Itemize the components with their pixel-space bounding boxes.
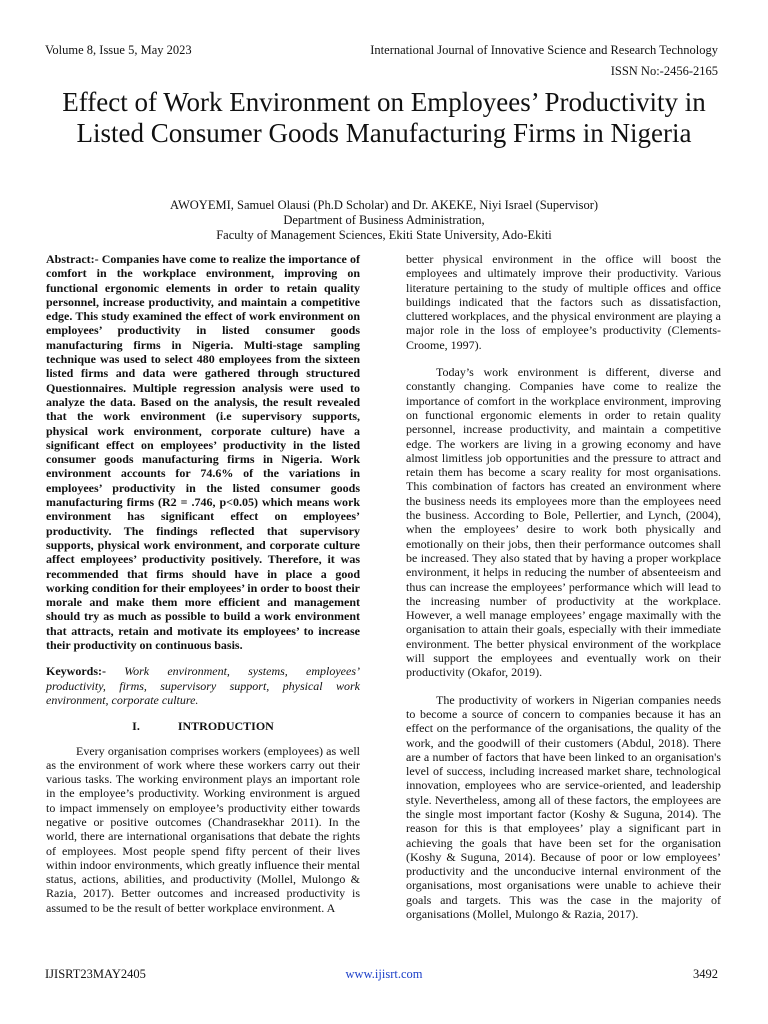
left-column <box>46 252 360 915</box>
intro-paragraph: Every organisation comprises workers (employees) as well as the environment of work where these workers carry out their various tasks. The working environment plays an important role in the employee’s productivity. Working environment is argued to impact immensely on employee’s productivity either towards negative or positive outcomes (Chandrasekhar 2011). In the world, there are international organisations that debate the rights of employees. Most people spend fifty percent of their lives within indoor environments, which greatly influence their mental status, actions, abilities, and productivity (Mollel, Mulongo & Razia, 2017). Better outcomes and increased productivity is assumed to be the result of better workplace environment. A <box>46 743 360 915</box>
keywords <box>46 664 360 707</box>
journal-url-link[interactable]: www.ijisrt.com <box>345 967 423 981</box>
author-names: AWOYEMI, Samuel Olausi (Ph.D Scholar) and Dr. AKEKE, Niyi Israel (Supervisor) <box>169 198 599 212</box>
section-number: I. <box>132 719 140 734</box>
body-paragraph-1: better physical environment in the office will boost the employees and ultimately improve their productivity. Various literature pertaining to the study of multiple offices and office buildings indicated that the factors such as dissatisfaction, cluttered workplaces, and the physical environment are playing a major role in the loss of employee’s productivity (Clements- Croome, 1997). <box>406 252 721 352</box>
page-number: 3492 <box>693 967 718 981</box>
section-heading <box>46 719 360 733</box>
keywords-label: Keywords:- <box>46 664 106 679</box>
volume-issue: Volume 8, Issue 5, May 2023 <box>45 43 192 57</box>
issn: ISSN No:-2456-2165 <box>610 64 718 78</box>
paper-title: Effect of Work Environment on Employees’ Productivity in Listed Consumer Goods Manufacturing Firms in Nigeria <box>62 87 706 148</box>
paper-id: IJISRT23MAY2405 <box>45 967 146 981</box>
abstract: Abstract:- Companies have come to realize the importance of comfort in the workplace environment, improving on functional ergonomic elements in order to retain quality personnel, increase productivity, and maintain a competitive edge. This study examined the effect of work environment on employees’ productivity in listed consumer goods manufacturing firms in Nigeria. Multi-stage sampling technique was used to select 480 employees from the sixteen listed firms and data were gathered through structured Questionnaires. Multiple regression analysis were used to analyze the data. Based on the analysis, the result revealed that the work environment (i.e supervisory supports, physical work environment, corporate culture) have a significant effect on employees’ productivity in the listed consumer goods manufacturing firms in Nigeria. Work environment accounts for 74.6% of the variations in employees’ productivity in the listed consumer goods manufacturing firms (R2 = .746, p<0.05) which means work environment has significant effect on employees’ productivity. The findings reflected that supervisory supports, physical work environment, and corporate culture affect employees’ productivity positively. Therefore, it was recommended that firms should have in place a good working condition for their employees’ in order to boost their morale and make them more efficient and management should try as much as possible to build a work environment that attracts, retain and motivate its employees’ to increase their productivity on continuous basis. <box>46 252 360 653</box>
right-column <box>406 252 721 921</box>
body-paragraph-3: The productivity of workers in Nigerian companies needs to become a source of concern to companies because it has an effect on the performance of the organisations, the quality of the work, and the goodwill of their customers (Abdul, 2018). There are a number of factors that have been linked to an organisation's level of success, including increased market share, technological innovation, employees who are service-oriented, and leadership style. Nevertheless, among all of these factors, the employees are the single most important factor (Koshy & Suguna, 2014). The reason for this is that employees’ play a significant part in achieving the goals that have been set for the organisation (Koshy & Suguna, 2014). Because of poor or low employees’ productivity and the unconducive internal environment of the organisations, most organisations were unable to achieve their goals and targets. This was the case in the majority of organisations (Mollel, Mulongo & Razia, 2017). <box>406 692 721 922</box>
body-paragraph-2: Today’s work environment is different, diverse and constantly changing. Companies have come to realize the importance of comfort in the workplace environment, improving on functional ergonomic elements in order to retain quality personnel, increase productivity, and maintain a competitive edge. The workers are living in a growing economy and have almost limitless job opportunities and the pressure to attract and retain them has become a scary reality for most organisations. This combination of factors has created an environment where the business needs its employees more than the employees need the business. According to Bole, Pellertier, and Lynch, (2004), when the employees’ desire to work both physically and emotionally on their jobs, then their performance outcomes shall be increased. They also stated that by having a proper workplace environment, it helps in reducing the number of absenteeism and thus can increase the employees’ performance which will lead to the increasing number of productivity at the workplace. However, a well manage employees’ engage maximally with the organisation to attain their goals, especially with their immediate environment. The better physical environment of the workplace will support the employees and eventually work on their productivity (Okafor, 2019). <box>406 365 721 680</box>
journal-name: International Journal of Innovative Science and Research Technology <box>370 43 718 57</box>
keywords-text: Work environment, systems, employees’ productivity, firms, supervisory support, physical work environment, corporate culture. <box>46 664 360 707</box>
author-department: Department of Business Administration, <box>283 213 485 227</box>
section-title: INTRODUCTION <box>177 719 274 734</box>
author-faculty: Faculty of Management Sciences, Ekiti State University, Ado-Ekiti <box>216 228 552 242</box>
